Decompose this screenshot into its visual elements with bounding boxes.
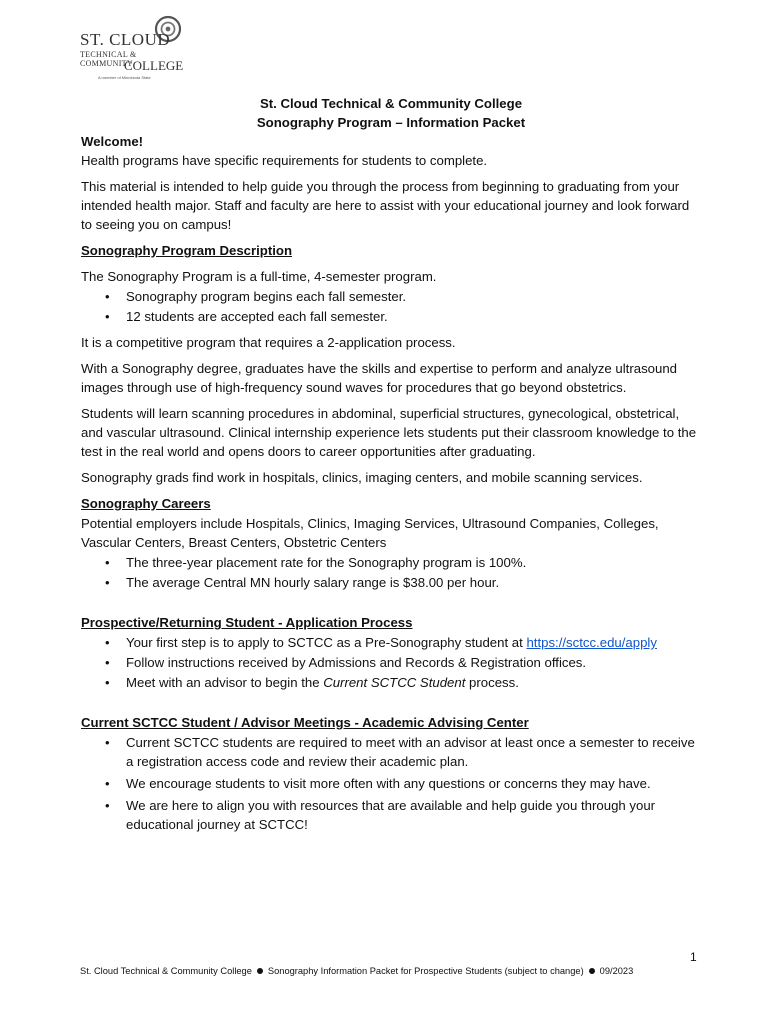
list-item: • The three-year placement rate for the Sonography program is 100%. — [126, 553, 701, 572]
logo-line-3: COLLEGE — [124, 58, 184, 73]
welcome-paragraph-1: Health programs have specific requirements for students to complete. — [81, 153, 488, 168]
advising-heading: Current SCTCC Student / Advisor Meetings - Academic Advising Center — [81, 715, 529, 730]
list-item: • Current SCTCC students are required to meet with an advisor at least once a semester to receive a registration access code and review their academic plan. — [126, 733, 701, 771]
advising-list — [81, 733, 701, 834]
description-degree: With a Sonography degree, graduates have the skills and expertise to perform and analyze ultrasound images through use of high-frequency sound waves for procedures that go beyond obstetrics. — [81, 361, 677, 395]
logo-tagline: A member of Minnesota State — [98, 75, 151, 80]
careers-heading: Sonography Careers — [81, 496, 211, 511]
description-heading: Sonography Program Description — [81, 243, 293, 258]
page-number: 1 — [690, 950, 697, 964]
logo-line-1: ST. CLOUD — [80, 30, 171, 49]
college-logo — [80, 14, 190, 84]
footer-packet: Sonography Information Packet for Prospective Students (subject to change) — [267, 966, 584, 976]
list-item — [126, 633, 701, 652]
footer-date: 09/2023 — [599, 966, 634, 976]
description-work: Sonography grads find work in hospitals, clinics, imaging centers, and mobile scanning services. — [81, 470, 643, 485]
welcome-heading: Welcome! — [81, 134, 144, 149]
footer-bullet-icon — [589, 968, 595, 974]
apply-step-text: Your first step is to apply to SCTCC as a Pre-Sonography student at — [126, 635, 527, 650]
description-competitive: It is a competitive program that requires a 2-application process. — [81, 335, 456, 350]
careers-paragraph: Potential employers include Hospitals, Clinics, Imaging Services, Ultrasound Companies, Colleges, Vascular Centers, Breast Centers, Obstetric Centers — [81, 516, 659, 550]
list-item: • Sonography program begins each fall semester. — [126, 287, 701, 306]
list-item: • The average Central MN hourly salary range is $38.00 per hour. — [126, 573, 701, 592]
logo-line-2: TECHNICAL & COMMUNITY — [80, 50, 137, 68]
document-body — [81, 94, 701, 841]
application-list — [81, 633, 701, 692]
list-item: • We are here to align you with resources that are available and help guide you through your educational journey at SCTCC! — [126, 796, 701, 834]
application-heading: Prospective/Returning Student - Application Process — [81, 615, 413, 630]
advisor-step-pre: Meet with an advisor to begin the — [126, 675, 324, 690]
advisor-step-emphasis: Current SCTCC Student — [323, 675, 466, 690]
footer-college: St. Cloud Technical & Community College — [80, 966, 252, 976]
list-item: • We encourage students to visit more often with any questions or concerns they may have. — [126, 774, 701, 793]
description-list — [81, 287, 701, 326]
description-learn: Students will learn scanning procedures in abdominal, superficial structures, gynecological, obstetrical, and vascular ultrasound. Clinical internship experience lets students put their classroom knowledge to the test in the real world and opens doors to career opportunities after graduating. — [81, 406, 697, 459]
careers-list — [81, 553, 701, 592]
list-item: • Follow instructions received by Admissions and Records & Registration offices. — [126, 653, 701, 672]
list-item — [126, 673, 701, 692]
document-subtitle: Sonography Program – Information Packet — [256, 115, 526, 130]
footer-bullet-icon — [257, 968, 263, 974]
list-item: • 12 students are accepted each fall semester. — [126, 307, 701, 326]
description-intro: The Sonography Program is a full-time, 4-semester program. — [81, 269, 437, 284]
apply-link[interactable]: https://sctcc.edu/apply — [526, 635, 657, 650]
page-footer — [80, 966, 633, 976]
advisor-step-post: process. — [465, 675, 519, 690]
document-title: St. Cloud Technical & Community College — [259, 96, 523, 111]
welcome-paragraph-2: This material is intended to help guide you through the process from beginning to graduating from your intended health major. Staff and faculty are here to assist with your educational journey and look forward to seeing you on campus! — [81, 179, 690, 232]
